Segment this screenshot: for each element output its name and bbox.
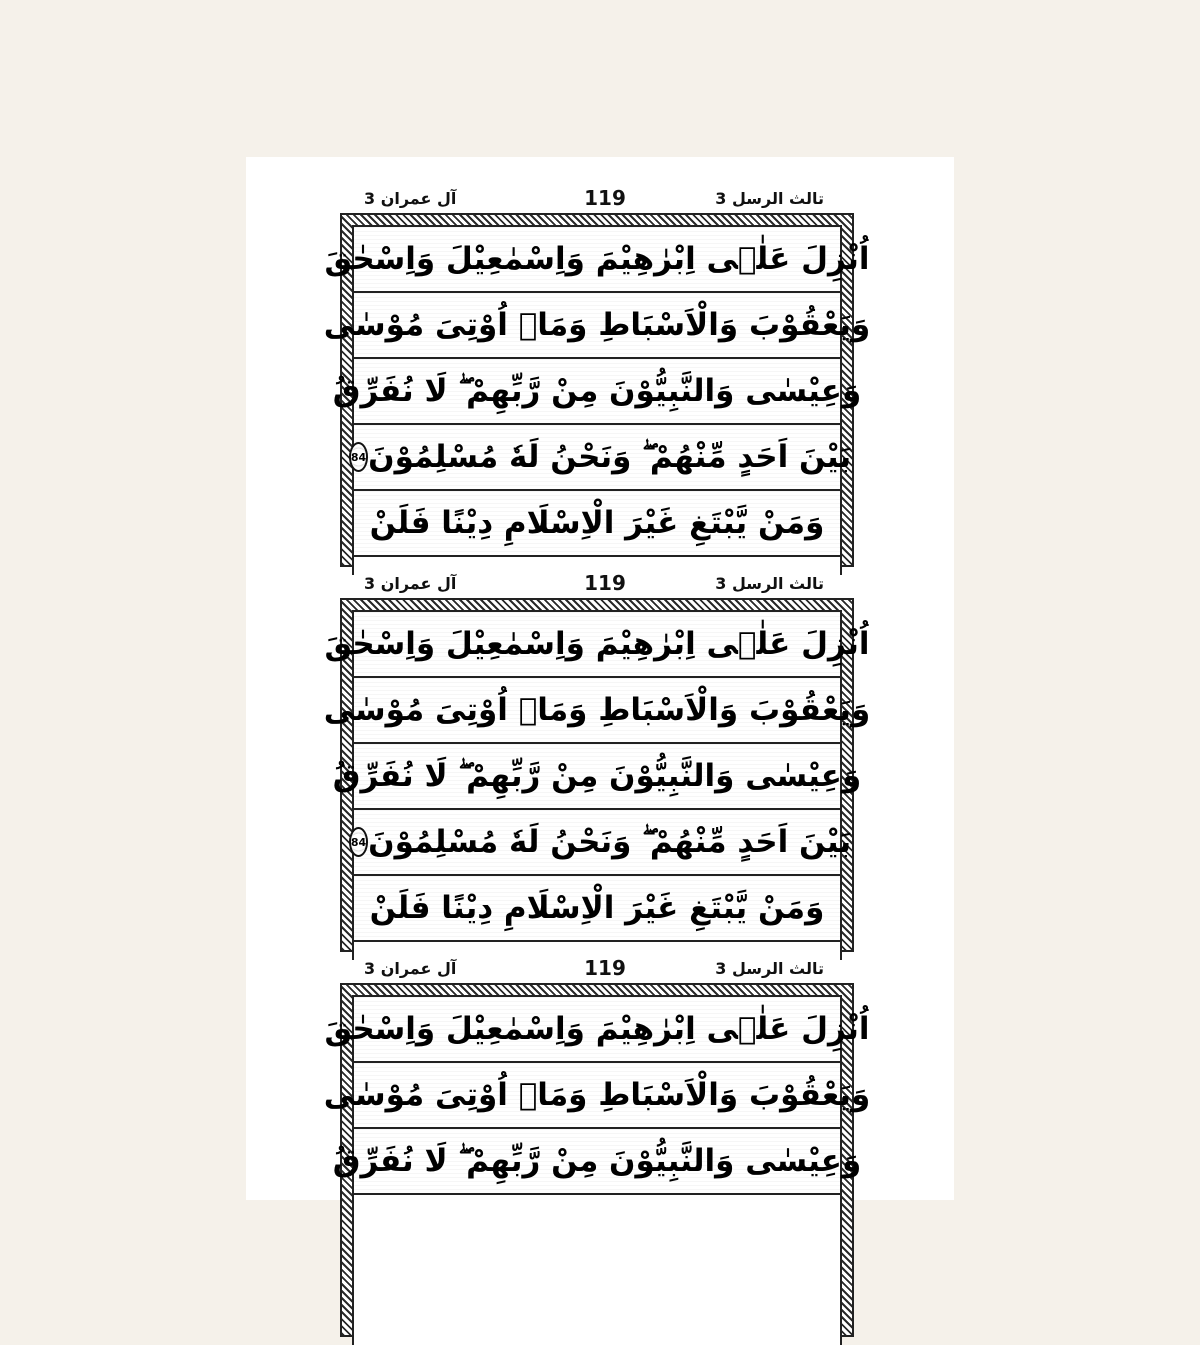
text-line-3: وَعِيْسٰى وَالنَّبِيُّوْنَ مِنْ رَّبِّهِمْ ۖ لَا نُفَرِّقُ	[354, 1129, 840, 1195]
page-copy-3	[246, 927, 954, 1200]
text-line-3: وَعِيْسٰى وَالنَّبِيُّوْنَ مِنْ رَّبِّهِمْ ۖ لَا نُفَرِّقُ	[354, 359, 840, 425]
text-line-4-text: بَيْنَ اَحَدٍ مِّنْهُمْ ۖ وَنَحْنُ لَهٗ مُسْلِمُوْنَ	[368, 438, 852, 475]
page-header	[246, 927, 954, 983]
text-line-2: وَيَعْقُوْبَ وَالْاَسْبَاطِ وَمَاۤ اُوْتِىَ مُوْسٰى	[354, 293, 840, 359]
text-area	[323, 610, 871, 960]
page-header	[246, 157, 954, 213]
page-copy-2	[246, 542, 954, 940]
text-area	[323, 995, 871, 1345]
text-line-4	[350, 810, 852, 876]
juz-name: تالث الرسل 3	[715, 959, 824, 978]
text-line-1: اُنْزِلَ عَلٰۤى اِبْرٰهِيْمَ وَاِسْمٰعِيْلَ وَاِسْحٰقَ	[354, 997, 840, 1063]
quran-page-sheet	[246, 157, 954, 1200]
page-copy-1	[246, 157, 954, 555]
page-header	[246, 542, 954, 598]
text-line-4-text: بَيْنَ اَحَدٍ مِّنْهُمْ ۖ وَنَحْنُ لَهٗ مُسْلِمُوْنَ	[368, 823, 852, 860]
text-line-1: اُنْزِلَ عَلٰۤى اِبْرٰهِيْمَ وَاِسْمٰعِيْلَ وَاِسْحٰقَ	[354, 227, 840, 293]
surah-name: آل عمران 3	[364, 189, 457, 208]
text-line-2: وَيَعْقُوْبَ وَالْاَسْبَاطِ وَمَاۤ اُوْتِىَ مُوْسٰى	[354, 678, 840, 744]
page-number: 119	[584, 186, 626, 210]
text-line-4	[350, 425, 852, 491]
juz-name: تالث الرسل 3	[715, 574, 824, 593]
text-area	[323, 225, 871, 575]
surah-name: آل عمران 3	[364, 574, 457, 593]
ornamental-border	[323, 983, 871, 1337]
page-number: 119	[584, 956, 626, 980]
text-line-5: وَمَنْ يَّبْتَغِ غَيْرَ الْاِسْلَامِ دِيْنًا فَلَنْ	[354, 491, 840, 557]
ornamental-border	[323, 213, 871, 567]
text-line-1: اُنْزِلَ عَلٰۤى اِبْرٰهِيْمَ وَاِسْمٰعِيْلَ وَاِسْحٰقَ	[354, 612, 840, 678]
ayah-marker-icon: 84	[349, 442, 368, 472]
ornamental-border	[323, 598, 871, 952]
text-line-2: وَيَعْقُوْبَ وَالْاَسْبَاطِ وَمَاۤ اُوْتِىَ مُوْسٰى	[354, 1063, 840, 1129]
text-line-5: وَمَنْ يَّبْتَغِ غَيْرَ الْاِسْلَامِ دِيْنًا فَلَنْ	[354, 876, 840, 942]
juz-name: تالث الرسل 3	[715, 189, 824, 208]
ayah-marker-icon: 84	[349, 827, 368, 857]
surah-name: آل عمران 3	[364, 959, 457, 978]
text-line-3: وَعِيْسٰى وَالنَّبِيُّوْنَ مِنْ رَّبِّهِمْ ۖ لَا نُفَرِّقُ	[354, 744, 840, 810]
page-number: 119	[584, 571, 626, 595]
